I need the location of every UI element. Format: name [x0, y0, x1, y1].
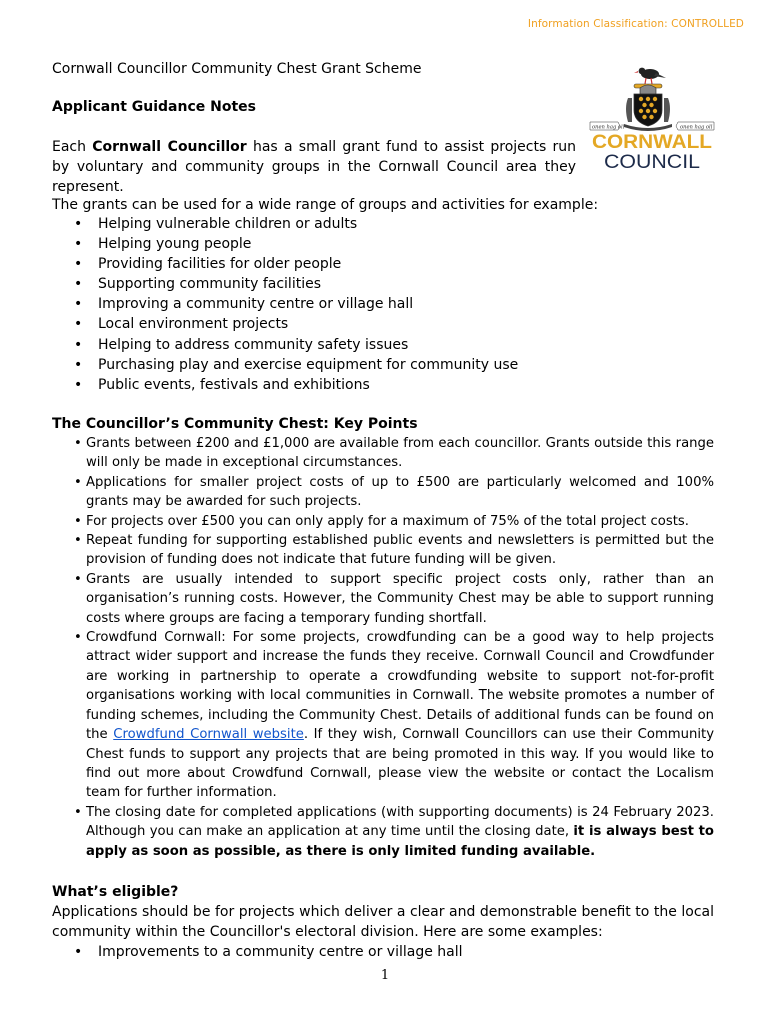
document-title: Cornwall Councillor Community Chest Grant Scheme: [52, 61, 422, 77]
list-item: • For projects over £500 you can only apply for a maximum of 75% of the total project costs.: [52, 512, 714, 531]
subtitle: Applicant Guidance Notes: [52, 99, 256, 115]
eligible-list: [52, 942, 463, 962]
uses-lead: The grants can be used for a wide range of groups and activities for example:: [52, 197, 599, 213]
svg-text:COUNCIL: COUNCIL: [604, 152, 700, 173]
list-item: • Public events, festivals and exhibitions: [52, 375, 518, 395]
page-number: 1: [380, 968, 390, 983]
svg-text:CORNWALL: CORNWALL: [592, 131, 713, 153]
list-item: • Crowdfund Cornwall: For some projects, crowdfunding can be a good way to help projects attract wider support and increase the funds they receive. Cornwall Council and Crowdfunder are working in partnership to operate a crowdfunding website to support not-for-profit organisations working with local communities in Cornwall. The website promotes a number of funding schemes, including the Community Chest. Details of additional funds can be found on the Crowdfund Cornwall website. If they wish, Cornwall Councillors can use their Community Chest funds to support any projects that are being promoted in this way. If you would like to find out more about Crowdfund Cornwall, please view the website or contact the Localism team for further information.: [52, 628, 714, 803]
crest-icon: [588, 64, 716, 176]
eligible-heading: What’s eligible?: [52, 884, 179, 900]
intro-paragraph: Each Cornwall Councillor has a small grant fund to assist projects run by voluntary and community groups in the Cornwall Council area they represent.: [52, 139, 576, 195]
key-points-list: [52, 434, 714, 861]
svg-text:onen hag oll: onen hag oll: [592, 124, 625, 131]
key-points-heading: The Councillor’s Community Chest: Key Points: [52, 416, 418, 432]
list-item: • Supporting community facilities: [52, 274, 518, 294]
cornwall-council-logo: [588, 64, 716, 176]
list-item: • The closing date for completed applications (with supporting documents) is 24 February 2023. Although you can make an application at any time until the closing date, it is always best to apply as soon as possible, as there is only limited funding available.: [52, 803, 714, 861]
eligible-paragraph: Applications should be for projects which deliver a clear and demonstrable benefit to the local community within the Councillor's electoral division. Here are some examples:: [52, 904, 714, 940]
list-item: • Helping young people: [52, 234, 518, 254]
list-item: • Helping to address community safety issues: [52, 335, 518, 355]
classification-label: Information Classification: CONTROLLED: [527, 18, 744, 30]
list-item: • Local environment projects: [52, 314, 518, 334]
svg-text:onen hag oll: onen hag oll: [680, 124, 713, 131]
crowdfund-cornwall-link[interactable]: Crowdfund Cornwall website: [113, 727, 304, 743]
list-item: • Purchasing play and exercise equipment for community use: [52, 355, 518, 375]
list-item: • Improvements to a community centre or village hall: [52, 942, 463, 962]
list-item: • Grants are usually intended to support specific project costs only, rather than an organisation’s running costs. However, the Community Chest may be able to support running costs where groups are facing a temporary funding shortfall.: [52, 570, 714, 628]
list-item: • Helping vulnerable children or adults: [52, 214, 518, 234]
uses-list: [52, 214, 518, 395]
list-item: • Applications for smaller project costs of up to £500 are particularly welcomed and 100% grants may be awarded for such projects.: [52, 473, 714, 512]
list-item: • Providing facilities for older people: [52, 254, 518, 274]
list-item: • Grants between £200 and £1,000 are available from each councillor. Grants outside this range will only be made in exceptional circumstances.: [52, 434, 714, 473]
list-item: • Repeat funding for supporting established public events and newsletters is permitted but the provision of funding does not indicate that future funding will be given.: [52, 531, 714, 570]
list-item: • Improving a community centre or village hall: [52, 294, 518, 314]
